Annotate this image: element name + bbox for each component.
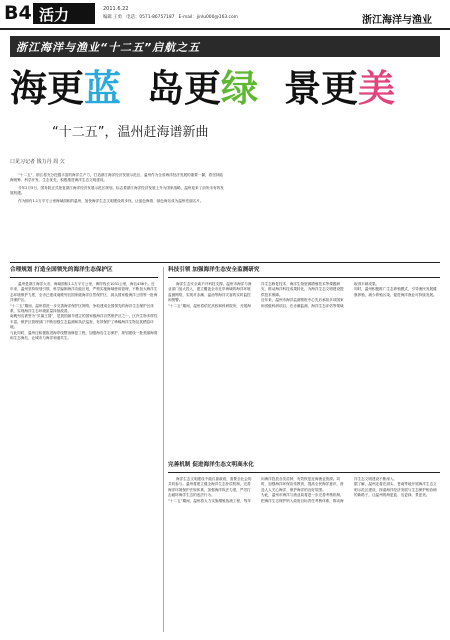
column-3-heading-rule (168, 472, 440, 473)
intro-paragraph-2: 今年2月5日，国务院正式批复浙江海洋经济发展示范区规划，标志着浙江海洋经济发展上升为国家战略，温州迎来了前所未有的发展机遇。 (10, 185, 224, 196)
column-3-body: 海洋生态文明建设不能仅靠政府，需要全社会的共同参与。温州将建立健全海洋生态补偿机制，完善海洋环境保护法规体系，加强海洋执法力度，严厉打击破坏海洋生态的违法行为。 “十二五”期间，温州将大力实施增殖放流工程，每年向海洋投放各类苗种，有效恢复近海渔业资源。同时，加强海洋环保宣传教育，提高全民海洋意识，营造人人关心海洋、保护海洋的良好氛围。 为此，温州市海洋与渔业局将进一步完善考核机制，把海洋生态保护纳入政府目标责任考核体系，推动海洋生态文明建设不断深入。 据了解，温州还将在洞头、苍南等地开展海洋生态文明示范区建设，探索海洋经济发展与生态保护相协调的新路子，让温州的海更蓝、岛更绿、景更美。 (168, 477, 437, 503)
column-3 (168, 462, 440, 634)
headline-part-1: 海更 (10, 67, 84, 110)
headline (10, 66, 440, 112)
column-2-heading: 科技引领 加强海洋生态安全监测研究 (168, 267, 260, 273)
headline-word-blue: 蓝 (84, 67, 121, 110)
intro-paragraph-3: 作为拥有1.1万平方公里海域面积的温州，加快海洋生态文明建设的步伐，让蓝色海湾、绿色海岛成为温州亮丽名片。 (18, 198, 204, 203)
section-title: 活力 (39, 6, 70, 24)
banner-text: 浙江海洋与渔业“十二五”启航之五 (16, 41, 201, 54)
column-separator-1 (163, 267, 164, 632)
subheadline: “十二五”，温州赶海谱新曲 (52, 125, 209, 140)
issue-date: 2011.6.22 (103, 6, 129, 12)
paper-name: 浙江海洋与渔业 (362, 15, 432, 26)
headline-part-3: 景更 (284, 67, 358, 110)
page-number: B4 (4, 2, 32, 24)
column-3-heading: 完善机制 促进海洋生态文明高永化 (168, 462, 254, 468)
masthead (0, 0, 450, 30)
intro-paragraph-1: “十二五”，浙江将充分挖掘丰富的海洋生产力，打造浙江海洋经济发展示范区，温州作为全省海洋经济发展的重要一翼，将坚持陆海统筹、科学开发、生态优先，积极推进海洋生态文明建设。 (10, 173, 223, 183)
headline-part-2: 岛更 (147, 67, 221, 110)
column-2-body: 海洋生态安全离不开科技支撑。温州市海洋与渔业部门加大投入，建立覆盖全市近岸海域的海洋环境监测网络，实现对赤潮、溢油等海洋灾害的实时监控和预警。 “十二五”期间，温州将依托高校和科研院所，开展海洋生态修复技术、海洋生物资源增殖技术等课题研究，推动海洋科技成果转化，为海洋生态文明建设提供技术保障。 近年来，温州市海洋监测预报中心先后承担多项国家和省级科研项目，在赤潮监测、海洋生态评估等领域取得丰硕成果。 同时，温州积极推广生态养殖模式，引导渔民发展健康养殖，减少养殖污染，促进海洋渔业可持续发展。 (168, 282, 437, 308)
column-2-heading-rule (168, 277, 440, 278)
headline-word-pink: 美 (358, 67, 395, 110)
phone: 电话：0571-86757187 (126, 15, 175, 20)
editor: 编辑 王勇 (103, 15, 122, 20)
masthead-rule (0, 28, 450, 30)
column-1-heading-rule (10, 277, 158, 278)
series-banner (10, 36, 440, 57)
column-2 (168, 267, 440, 457)
headline-word-green: 绿 (221, 67, 258, 110)
section-divider (10, 262, 440, 263)
column-1-heading: 合理规划 打造全国领先的海洋生态保护区 (10, 267, 113, 273)
section-tab (33, 3, 95, 24)
byline: 口见习记者 钱力丹 周 欠 (10, 159, 65, 165)
email: E-mail：jinlu000@163.com (178, 15, 238, 20)
editor-line (103, 14, 238, 20)
column-1 (10, 267, 158, 632)
column-1-body: 温州是浙江海洋大市，海域面积1.1万平方公里，海岸线长1031公里，海岛436个。近年来，温州坚持规划引领，科学编制海洋功能区划，严格实施海域使用管理，不断加大海洋生态环境保护力度，全市已建成南麂列岛国家级海洋自然保护区、洞头国家级海洋公园等一批海洋保护区。 “十二五”期间，温州将进一步完善海洋保护区网络，争取建成全国领先的海洋生态保护区体系，实现海洋生态环境质量持续改善。 南麂列岛被誉为“贝藻王国”，是我国最早建立的国家级海洋自然保护区之一，区内生物多样性丰富，保护区管理部门不断加强生态监测和执法巡查，有效保护了珍稀海洋生物及其栖息环境。 与此同时，温州还积极推进海岸线整治修复工程，加强海岛生态保护，规划建设一批美丽海湾和生态海岛，让城市与海洋和谐共生。 (10, 282, 158, 341)
intro (10, 173, 224, 255)
